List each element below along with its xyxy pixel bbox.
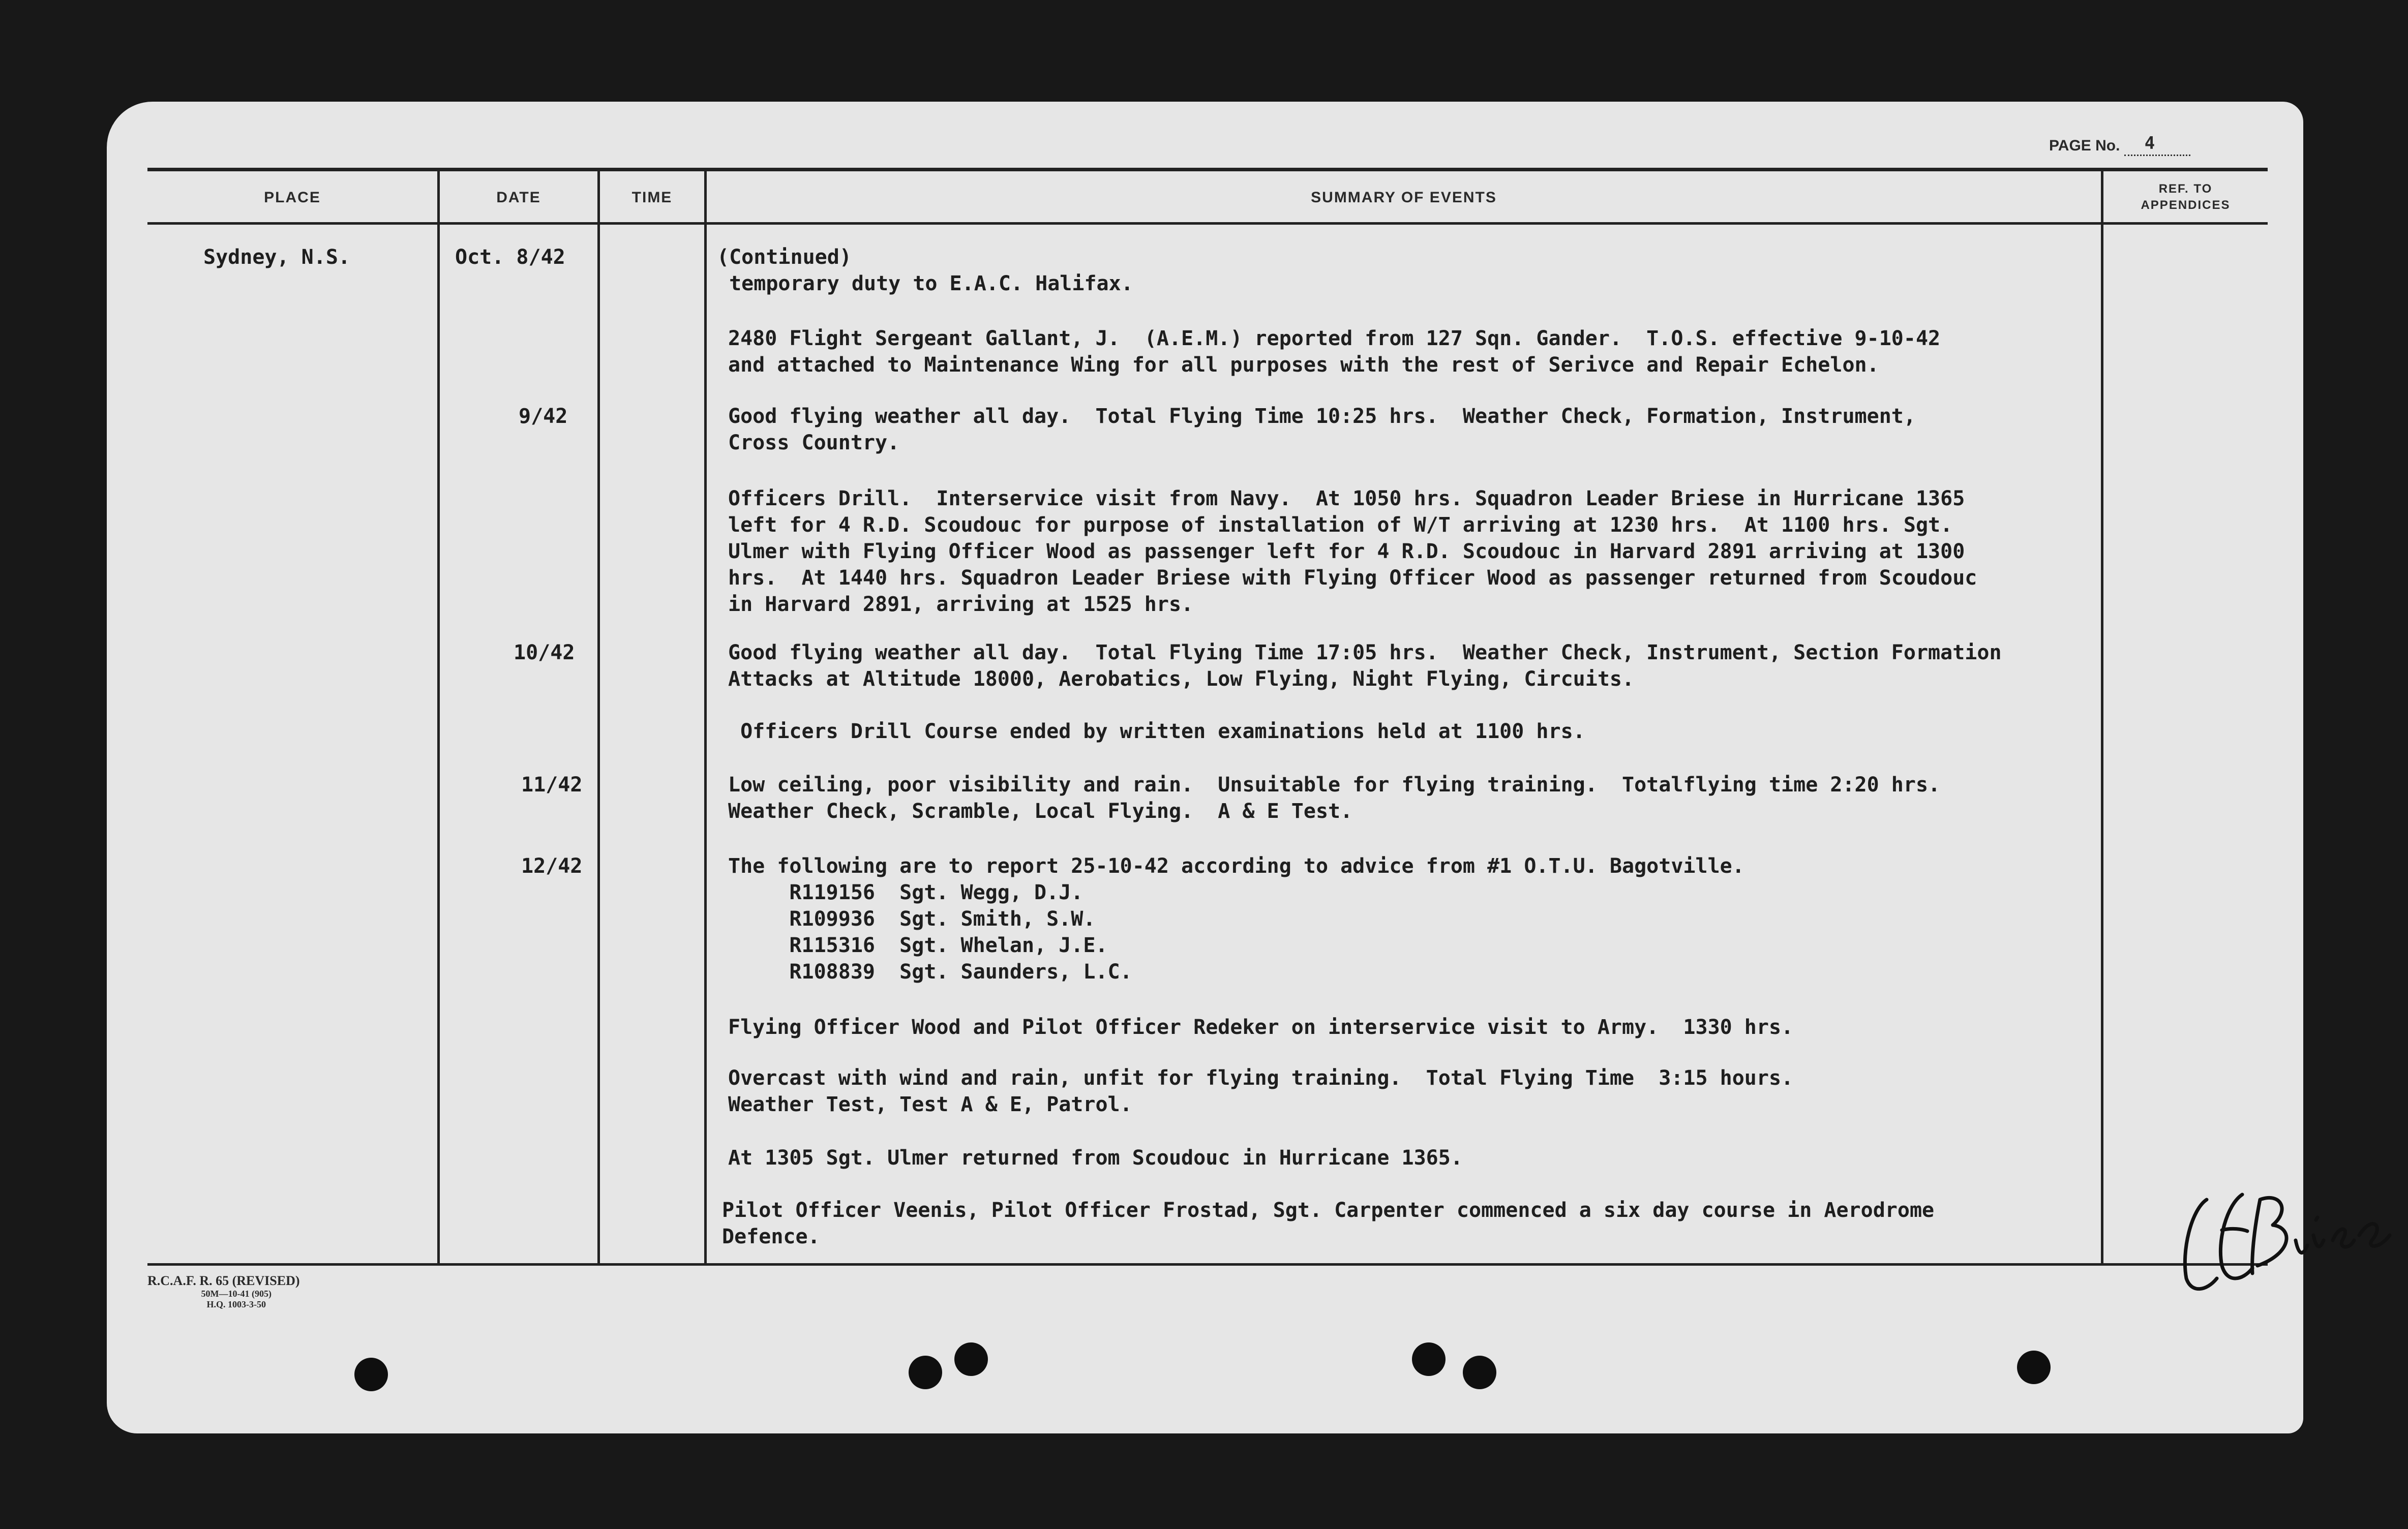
entry-line: R115316 Sgt. Whelan, J.E. bbox=[728, 934, 1108, 957]
entry-line: and attached to Maintenance Wing for all purposes with the rest of Serivce and Repair Echelon. bbox=[728, 353, 1879, 377]
date-cell: 9/42 bbox=[519, 405, 568, 428]
header-summary: SUMMARY OF EVENTS bbox=[1311, 189, 1497, 206]
header-ref-line1: REF. TO bbox=[2158, 182, 2213, 196]
entry-line: Good flying weather all day. Total Flying Time 17:05 hrs. Weather Check, Instrument, Section Formation bbox=[728, 641, 2002, 664]
date-cell: Oct. 8/42 bbox=[455, 246, 565, 269]
form-number-block bbox=[147, 1273, 300, 1310]
entry-line: Flying Officer Wood and Pilot Officer Redeker on interservice visit to Army. 1330 hrs. bbox=[728, 1016, 1794, 1039]
entry-line: Ulmer with Flying Officer Wood as passenger left for 4 R.D. Scoudouc in Harvard 2891 arriving at 1300 bbox=[728, 540, 1965, 563]
entry-line: Weather Check, Scramble, Local Flying. A & E Test. bbox=[728, 800, 1353, 823]
header-place: PLACE bbox=[264, 189, 321, 206]
column-rule-date bbox=[437, 170, 440, 1263]
column-rule-summary bbox=[704, 170, 707, 1263]
column-rule-time bbox=[597, 170, 600, 1263]
column-rule-appendices bbox=[2101, 170, 2103, 1263]
entry-line: R119156 Sgt. Wegg, D.J. bbox=[728, 881, 1083, 904]
form-hq-ref: H.Q. 1003-3-50 bbox=[206, 1299, 266, 1309]
date-cell: 12/42 bbox=[521, 854, 583, 878]
entry-line: in Harvard 2891, arriving at 1525 hrs. bbox=[728, 593, 1194, 616]
entry-line: Officers Drill. Interservice visit from Navy. At 1050 hrs. Squadron Leader Briese in Hurricane 1365 bbox=[728, 487, 1965, 510]
entry-line: R109936 Sgt. Smith, S.W. bbox=[728, 907, 1096, 931]
date-cell: 10/42 bbox=[514, 641, 575, 664]
entry-line: At 1305 Sgt. Ulmer returned from Scoudouc in Hurricane 1365. bbox=[728, 1146, 1463, 1170]
header-time: TIME bbox=[631, 189, 673, 206]
entry-line: R108839 Sgt. Saunders, L.C. bbox=[728, 960, 1132, 984]
signature-image bbox=[2171, 1164, 2395, 1301]
page-number bbox=[2049, 133, 2190, 156]
form-print-run: 50M—10-41 (905) bbox=[201, 1289, 272, 1299]
entry-line: Weather Test, Test A & E, Patrol. bbox=[728, 1093, 1132, 1116]
punch-hole bbox=[354, 1358, 388, 1391]
entry-line: Attacks at Altitude 18000, Aerobatics, Low Flying, Night Flying, Circuits. bbox=[728, 667, 1635, 691]
entry-line: temporary duty to E.A.C. Halifax. bbox=[717, 272, 1133, 295]
entry-line: hrs. At 1440 hrs. Squadron Leader Briese with Flying Officer Wood as passenger returned from Scoudouc bbox=[728, 566, 1977, 590]
entry-line: 2480 Flight Sergeant Gallant, J. (A.E.M.) reported from 127 Sqn. Gander. T.O.S. effective 9-10-42 bbox=[728, 327, 1941, 350]
entry-line: Low ceiling, poor visibility and rain. Unsuitable for flying training. Totalflying time 2:20 hrs. bbox=[728, 773, 1941, 797]
entry-line: Officers Drill Course ended by written examinations held at 1100 hrs. bbox=[728, 720, 1585, 743]
header-top-rule bbox=[147, 168, 2268, 171]
place-cell: Sydney, N.S. bbox=[203, 246, 350, 269]
entry-line: (Continued) bbox=[717, 246, 852, 269]
punch-hole bbox=[909, 1356, 942, 1389]
header-ref-line2: APPENDICES bbox=[2141, 198, 2231, 212]
form-number: R.C.A.F. R. 65 (REVISED) bbox=[147, 1273, 300, 1288]
entry-line: Cross Country. bbox=[728, 431, 900, 454]
entry-line: Good flying weather all day. Total Flying Time 10:25 hrs. Weather Check, Formation, Instrument, bbox=[728, 405, 1916, 428]
header-bottom-rule bbox=[147, 222, 2268, 225]
entry-line: left for 4 R.D. Scoudouc for purpose of installation of W/T arriving at 1230 hrs. At 1100 hrs. Sgt. bbox=[728, 513, 1953, 537]
header-date: DATE bbox=[496, 189, 541, 206]
page-number-value: 4 bbox=[2144, 133, 2155, 154]
punch-hole bbox=[2017, 1351, 2051, 1384]
table-bottom-rule bbox=[147, 1263, 2268, 1266]
date-cell: 11/42 bbox=[521, 773, 583, 797]
punch-hole bbox=[954, 1342, 988, 1376]
entry-line: Overcast with wind and rain, unfit for flying training. Total Flying Time 3:15 hours. bbox=[728, 1066, 1794, 1090]
page-number-label: PAGE No. bbox=[2049, 137, 2120, 154]
punch-hole bbox=[1412, 1342, 1446, 1376]
punch-hole bbox=[1463, 1356, 1496, 1389]
diary-card bbox=[107, 102, 2303, 1433]
page-number-field bbox=[2124, 133, 2190, 156]
entry-line: The following are to report 25-10-42 according to advice from #1 O.T.U. Bagotville. bbox=[728, 854, 1744, 878]
entry-line: Defence. bbox=[722, 1225, 820, 1248]
entry-line: Pilot Officer Veenis, Pilot Officer Frostad, Sgt. Carpenter commenced a six day course in Aerodrome bbox=[722, 1199, 1935, 1222]
